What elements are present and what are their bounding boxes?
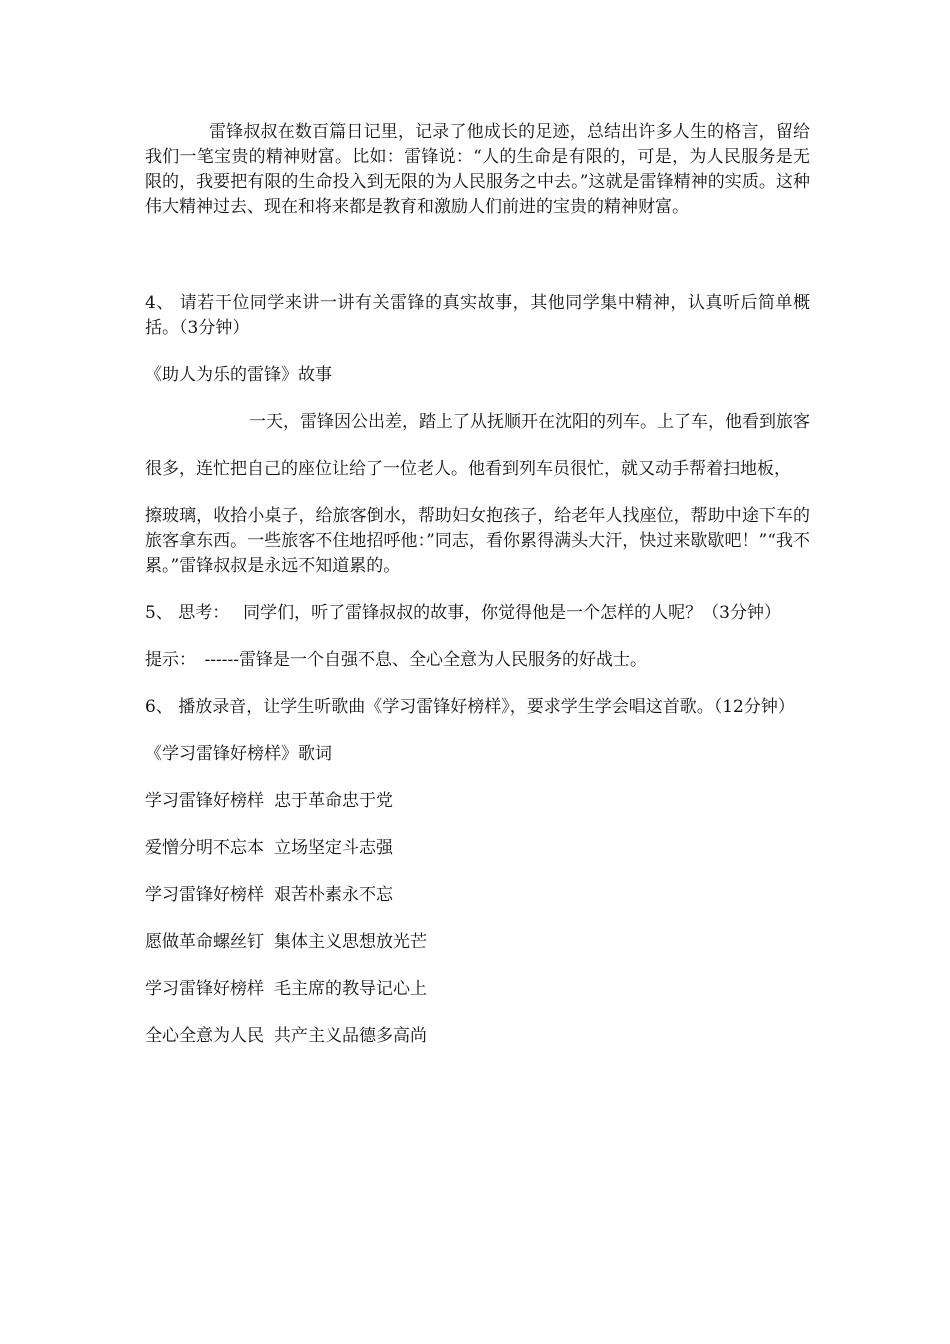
- story-title: 《助人为乐的雷锋》故事: [145, 365, 332, 385]
- lyric-line-first-half: 全心全意为人民: [145, 1026, 264, 1046]
- lyric-line-first-half: 学习雷锋好榜样: [145, 979, 264, 999]
- lyric-line-first-half: 愿做革命螺丝钉: [145, 932, 264, 952]
- lyric-line: [145, 883, 810, 908]
- lyric-line-first-half: 学习雷锋好榜样: [145, 791, 264, 811]
- story-paragraph-1: 一天，雷锋因公出差，踏上了从抚顺开在沈阳的列车。上了车，他看到旅客: [249, 412, 810, 432]
- lyric-line: [145, 836, 810, 861]
- lyric-line-second-half: 艰苦朴素永不忘: [274, 885, 393, 905]
- lyric-line: [145, 930, 810, 955]
- step-4-paragraph: 4、 请若干位同学来讲一讲有关雷锋的真实故事，其他同学集中精神，认真听后简单概括。（3分钟）: [145, 293, 810, 338]
- document-page: [145, 120, 810, 1049]
- story-paragraph-3: 擦玻璃，收拾小桌子，给旅客倒水，帮助妇女抱孩子，给老年人找座位，帮助中途下车的旅客拿东西。一些旅客不住地招呼他：”同志，看你累得满头大汗，快过来歇歇吧！”“我不累。”雷锋叔叔是永远不知道累的。: [145, 506, 810, 576]
- lyric-line-second-half: 立场坚定斗志强: [274, 838, 393, 858]
- lyric-line-second-half: 忠于革命忠于党: [274, 791, 393, 811]
- story-paragraph-2: 很多，连忙把自己的座位让给了一位老人。他看到列车员很忙，就又动手帮着扫地板，: [145, 459, 791, 479]
- intro-paragraph: 雷锋叔叔在数百篇日记里，记录了他成长的足迹，总结出许多人生的格言，留给我们一笔宝贵的精神财富。比如：雷锋说：“人的生命是有限的，可是，为人民服务是无限的，我要把有限的生命投入到无限的为人民服务之中去。”这就是雷锋精神的实质。这种伟大精神过去、现在和将来都是教育和激励人们前进的宝贵的精神财富。: [145, 122, 810, 217]
- lyric-line: [145, 977, 810, 1002]
- lyric-line-first-half: 学习雷锋好榜样: [145, 885, 264, 905]
- hint-paragraph: 提示： ------雷锋是一个自强不息、全心全意为人民服务的好战士。: [145, 650, 647, 670]
- lyric-line-second-half: 共产主义品德多高尚: [274, 1026, 427, 1046]
- step-5-paragraph: 5、 思考： 同学们，听了雷锋叔叔的故事，你觉得他是一个怎样的人呢？（3分钟）: [145, 603, 781, 623]
- lyrics-title: 《学习雷锋好榜样》歌词: [145, 744, 332, 764]
- lyric-line-second-half: 毛主席的教导记心上: [274, 979, 427, 999]
- step-6-paragraph: 6、 播放录音，让学生听歌曲《学习雷锋好榜样》，要求学生学会唱这首歌。（12分钟）: [145, 697, 795, 717]
- lyric-line: [145, 1024, 810, 1049]
- lyrics-list: [145, 789, 810, 1049]
- lyric-line-second-half: 集体主义思想放光芒: [274, 932, 427, 952]
- lyric-line: [145, 789, 810, 814]
- lyric-line-first-half: 爱憎分明不忘本: [145, 838, 264, 858]
